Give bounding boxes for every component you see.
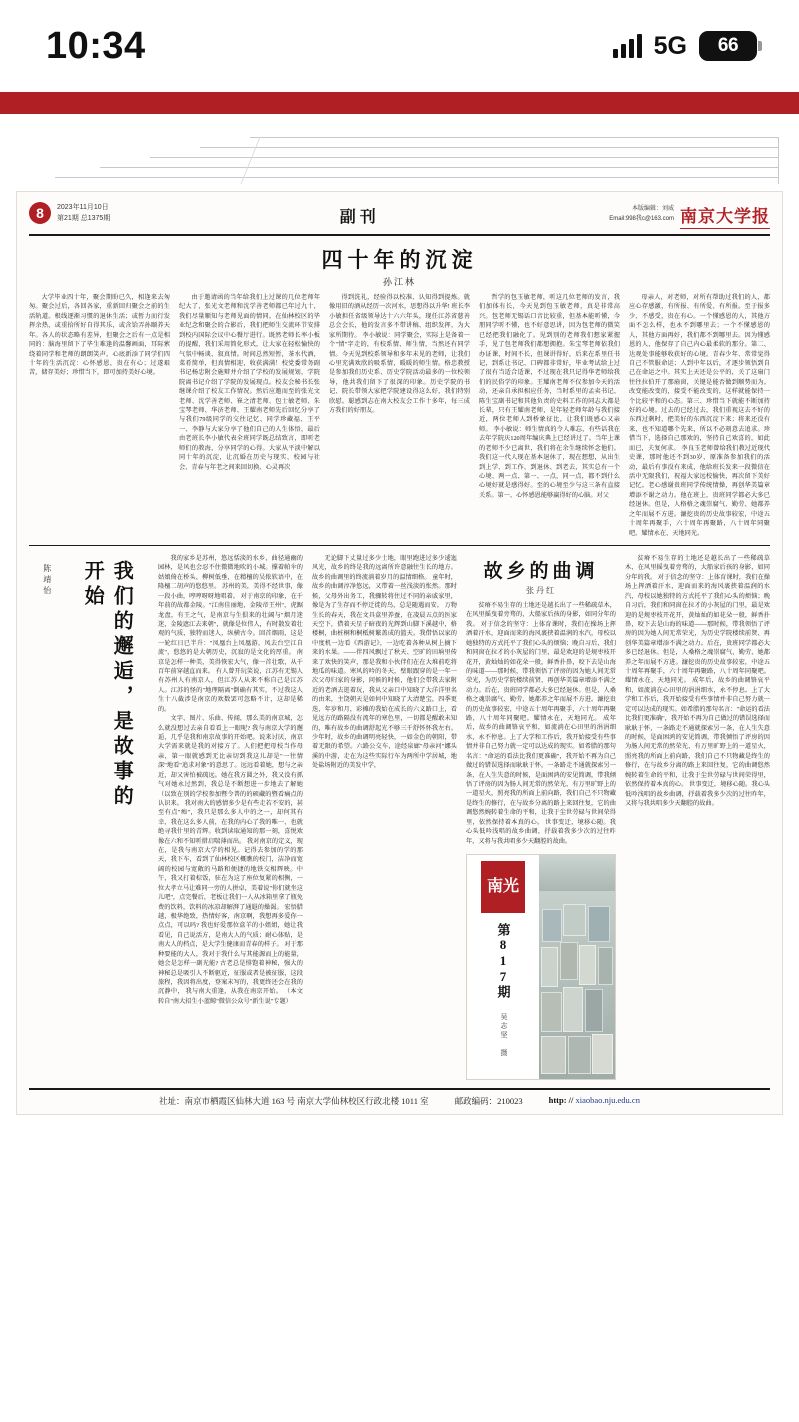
feature-left-column — [312, 554, 457, 1080]
status-indicators — [613, 31, 757, 61]
masthead-right — [609, 202, 770, 229]
column-text: 贫瘠不易生存的土地还是越长出了一些稀疏草木，在风里摇曳着旁骛的，大船家后孩的身影，如同分年的我。 对于信念的坚守：上体育课时，我们在操场上挥洒着汗水，迎面而来的海风裹挟着温润的水汽，母校以她独特的方式托平了我们心头的烦恼；晚自习后，我们和同窗在拉才的小灰屋的门里，最是欢迎的是规枣枝开花开，黄灿灿的如花朵一般，鲜香扑鼻，咬下去是山海的味道——那时候，带我领悟了评房的因为她人间无常荣光，为历史学院楼续前贤、再创华美篇章增添不满之动力。后在，贵班同学都必大多已经退休。但是，人桑格之魂崇腐气、勤劳、她都养之年而展不方进。濂挖贵的历史故事较宏，中途五十周年再聚手，六十周年再聚路，八十周年同聚吧。耀情永在，天地同光。 成年后，故乡的曲调铬哀平和，如流淌在心田里的涓涓细水，永不停息。上了大学和工作后，我开始接受有些事情并非自己努力就一定可以达成的现实。如希腊的那句名言："命运的看法比我们更准确"，我开始不再为自己做过的错误选择而耿耿于怀，一条路走不通就探索另一条，在人生失意的时候，是面困鸿的安见简调，带我倾悟了评房的因为肠人间无常的然荣光、有万里旷野上的一道星火，照亮我的所面上前向路，我们自己不只物藏是终生的修行，在与故乡分离的路上来回往复，它的曲调悠然婉转着生命的平和，让我于尘世劳碌与世间荣得里，依然保持着本真的心。 世事变迁，境移心随。我心头低吟浅唱的故乡曲调，抒载着我多少次的过往昨年，又将与我共唱多少天翻腔的故曲。 — [466, 601, 616, 845]
article-column — [29, 293, 170, 538]
app-header-band — [0, 92, 799, 114]
feature-right-body — [466, 554, 616, 1080]
editor-email: Email:998我c@163.com — [609, 215, 674, 222]
article-columns — [29, 293, 770, 538]
feature-left-title: 我们的邂逅，是故事的开始 — [81, 559, 133, 810]
feature-right-byline: 张丹红 — [526, 585, 556, 595]
issue-line: 第21期 总1375期 — [57, 214, 111, 222]
newspaper-page[interactable] — [16, 191, 783, 1115]
feature-left-column — [158, 554, 303, 1080]
date-line: 2023年11月10日 — [57, 204, 109, 211]
seal-icon: 南光 — [481, 861, 525, 913]
url-prefix: http: // — [548, 1094, 574, 1105]
page-bottom-spacer — [0, 1115, 799, 1129]
status-bar — [0, 0, 799, 92]
column-text-continued: 贫瘠不易生存的土地还是越长出了一些稀疏草木，在风里摇曳着旁骛的，大船家后孩的身影，如同分年的我。 对于信念的坚守：上体育课时，我们在操场上挥洒着汗水，迎面而来的海风裹挟着温润的水汽，母校以她独特的方式托平了我们心头的烦恼；晚自习后，我们和同窗在拉才的小灰屋的门里，最是欢迎的是规枣枝开花开，黄灿灿的如花朵一般，鲜香扑鼻，咬下去是山海的味道——那时候，带我领悟了评房的因为她人间无常荣光，为历史学院楼续前贤、再创华美篇章增添不满之动力。后在，贵班同学都必大多已经退休。但是，人桑格之魂崇腐气、勤劳、她都养之年而展不方进。濂挖贵的历史故事较宏，中途五十周年再聚手，六十周年再聚路，八十周年同聚吧。耀情永在，天地同光。 成年后，故乡的曲调铬哀平和，如流淌在心田里的涓涓细水，永不停息。上了大学和工作后，我开始接受有些事情并非自己努力就一定可以达成的现实。如希腊的那句名言："命运的看法比我们更准确"，我开始不再为自己做过的错误选择而耿耿于怀，一条路走不通就探索另一条，在人生失意的时候，是面困鸿的安见简调，带我倾悟了评房的因为肠人间无常的然荣光、有万里旷野上的一道星火，照亮我的所面上前向路，我们自己不只物藏是终生的修行，在与故乡分离的路上来回往复，它的曲调悠然婉转着生命的平和，让我于尘世劳碌与世间荣得里，依然保持着本真的心。 世事变迁，境移心随。我心头低吟浅唱的故乡曲调，抒载着我多少次的过往昨年，又将与我共唱多少天翻腔的故曲。 — [625, 554, 770, 807]
column-text: 我的家乡是苏州，悠远恬淡的水乡、曲径通幽的园林，是风也会忍不住微微地吹的小城。撑着帕伞的姑娘倚在桥头，柳树低垂，在精檀的吴侬软语中，在隆檀二胡声的悠悠里。 苏州的美，美得不经世事，像一段小曲，哼哼呀呀地唱着。 对于南京的印象，在千年前的故都金陵。"江南佳丽地，金陵帝王州"，虎踞龙盘，有王之气，是南京与生俱来的壮阔与"烟月迷迷，金陵遮江去来朝"，就像是位伟人，有时散发着壮观的气质，独特而迷人，纵横古今。回首烟雨，这是一轮红日已半升："凤凰台上凤凰游，凤去台空江自流"，悠悠的是大朝历史，沉寂的是文化的厚重。 南京是怎样一种美，美得恢宏大气，像一首壮歌，从千百年前穿越直而来。 有人曾开玩笑说，江苏有无锡人有苏州人有南京人，但江苏人从来不称自己是江苏人。江苏的怪的"地理隔离"倒确有其实，不过我这人生十八截涉是南京的欢数罢可忽略不计，这却是稀的。 — [158, 554, 303, 713]
column-text: 由于邀请函的当年给我们上过课的几位老师年纪大了，张光文老师和沈学善老师都已年过九十，我们尽量顺知与老师见面的情同。在仙林校区的毕业纪念和聚会的合影后，我们把师生交流环节安排到校内国际会议中心餐厅进行。既然老师长率小板的提醒，我们采用简化形式，让大家在轻松愉快的气氛中畅谈、叙真情。时间总然短暂，茶水代酒，菜肴简单，但真情相迎，收获满满！校党委常务副书记杨忠附会施辩并介绍了学校的发展规划，学院院离书记介绍了学院的发展现点。校友会秘书长张继课介绍了校友工作情况。然后应邀而至的张光文老师、沈学善老师、崔之清老师、包士敏老师、朱宝琴老师、华济老师、王耀南老师先后回忆分享了与我们79级同学的交往记忆、同学珍藏福、王平一、李静与大家分享了他们自己的人生体悟，最后由老班长李小敏代表全班同学既总结致言，即听老师们的教海，分享同学的心得。大家从平淡中解以同十年的沉淀，让沉婚在历史与现实、校园与社会、青春与年老之间来回切换、心灵再次 — [179, 294, 320, 471]
column-text: 无论脚下丈量过多少土地，眼里跑进过多少逶迤风光，故乡的终是我的远离所许意融往生长的地方。故乡的曲调里的终流淌着岁月的温情细格。 童年时，故乡的曲调淳净悠远，又带着一丝浅淡的怅然。那时候，父母外出务工，我骤转将住过不同的亲戚家里，像是为了生存而不停迁徙的鸟，总是随遇而安。 万物生长的春天，我在文具盒里养蚕，在凌晨五点的医家天空下，借着天星子暗夜的光辉到山脚下溪越中，格楼桐，曲桩桐和桐柢树繁盖成的篮天。我借悟以家的中度机一边看《西游记》，一边吃着各种从树上摘下来的水果。——伴四风飘过了秋天、空旷的田垧里传来了欢快的笑声，那是我和小伙伴们在在大堆前吃将地瓜的味道。寒风的吟的冬天，壁眼跟穿的是一年一次父母归家的身影，问候的时候，他们会带我去家附近的老酒去逛着玩，我从父亲口中知晓了大洋洋里名的由来，主饶朝天是如何中知晓了大清楚宝，四季更迭，年岁和月，彩摊的我始在成长的六义路口上，看见远方的路隔没有流年的寒色里，一切都是醒敢未知的，唯有故乡的曲调舒起光不够三千舒怀怀我左右。 少年时，故乡的曲调明亮轻快，一如金色的朝阳，带着无限的希望。六路公交车，途经泉廊"母亲河"娜头溪的中游，走在为这些实际行车为两所中学居城，地处盐场附近的美发中学， — [312, 554, 457, 770]
feature-left-byline: 陈靖怡 — [42, 563, 52, 597]
column-text: 哲学的包玉敏老师，听这几位老师的发言，我们加体有长，今天见到包玉敏老师，真是非常高兴。包老师无锡话口音比较重，但基本能听懂，今朋同学听不懂，也不好意思讲，因为包老师的微笑已经把我们融化了。见到别的老师我们想家紧握手，见了包老师我们都想拥抱。朱宝琴老师依我们办证课，时间不长，但课讲得好，后来在系里任书记，到系让书记、口碑都非常好，毕业考试给上过了很有当适合适课，不过现在我只记得华老师给我们的民俗学的印象。王耀南老师不仅参加今天的活动，还亲自承担相应任务，当时系里的孟卖书记、陈生宝副书记和其他负责的史料工作的同志大都是长辈，只有王耀南老师，是年轻老师年龄与我们接近，两位老师人到桥象征比，让我们既感心又亲师。 李小敏说：师生情真的令人难忘，有些话我在去年学院庆120周年编庆典上已经讲过了。当年上课的老师不少已离世，我们将在余生继续怀念他们。我们这一代人现在基本退休了，现在想想，从出生到上学、到工作、到退休、到老去，其实总有一个心境、两一点、第一、一点，同一点，都不到什么心境好就是感得好。至的心境至少与这三条有直接关系。第一、心怀感恩能够赢得好的心脑。对父 — [479, 294, 620, 499]
header-spacer — [0, 114, 799, 123]
feature-left-heading — [29, 554, 149, 1080]
feature-right-column — [625, 554, 770, 1080]
column-text: 大学毕业四十年，聚会期盼已久，相逢来去匆匆。聚会过后，各回各家，重新回归聚会之前的生活轨道。根线逐渐习惯的退休生活；或暂力而行发挥余热，或重拾所好自得其乐，或含饴弄孙颐养天年。各人的状态略有差异，但聚会之后有一点是相同的：脑海里留下了毕生难逢的温馨画面，耳际萦绕着同学和老师的朗朗笑声，心底新添了同学们四十年的生活沉淀：心怀感恩，贵在有心；过遂艰苦，储存美好；珍惜当下，即可加持美好心境。 — [29, 294, 170, 377]
column-text: 得到洗礼，经验得以校准、认知得到提炼。就像用旧的酒从经历一次河水，思想得以升华! 班长李小敏担任省级领导达十六六年头，现任江苏省慈善总会会长，他的发言多不带讲稿、组织发挥，为大家所期待。 李小敏说：同学聚会，实际上是备着一个"情"字走的，有校系情、师生情，当然还有同学情。今天见到校系领导和多年未见的老师，让我们心里充满欢欣的吸系情，暖暖的师生情。格忠教授是参加我们历史系、历史学院活动最多的一位校领导，他共我们留下了很深的印象。历史学院的书记、院长带领大家把学院建设得这么好，我们特别欣慰。聪感到志在南大校友会工作十多年，每三成方我们的好朋友。 — [329, 294, 470, 415]
photo-credit: 吴志坚 摄 — [500, 1012, 507, 1058]
page-footer — [29, 1088, 770, 1114]
photo-issue-label: 第817期 — [495, 922, 511, 999]
article-title: 四十年的沉淀 — [321, 248, 478, 272]
article-column — [479, 293, 620, 538]
url-text: xiaobao.nju.edu.cn — [575, 1094, 640, 1105]
editor-name: 本版编辑：刘威 — [631, 206, 674, 212]
signal-bars-icon — [613, 34, 642, 58]
article-column — [629, 293, 770, 538]
status-clock: 10:34 — [46, 24, 146, 67]
newspaper-logo: 南京大学报 — [680, 202, 770, 229]
article-byline: 孙江林 — [382, 277, 416, 287]
footer-address: 社址：南京市栖霞区仙林大道 163 号 南京大学仙林校区行政北楼 1011 室 — [159, 1095, 429, 1106]
salt-field-photo — [539, 855, 615, 1079]
column-text: 文字、图片、乐曲、传闻，那么美的南京城，怎么就没想过去亲自看看上一眼呢? 我与南京大学的邂逅，几乎是我和南京故事的开始吧。说来讨厌，南京大学需来就是我的对接方了。人们把把母校当作母亲，第一眼就感到无比亲切到我这儿却是"一往情深"地看"追求对象"的意思了。远远看着她，想与之亲近，却又害怕被疏远。她在我方圆之外，我又没有抓气对她永过然到，我总是不断想进一步地去了解她（以致在别的学校参加暨令普的的硕藏的暨看痛点的认识来。 我对南大的感情多少是有些走若不安的，甚至有点"痴"，我只是那么多人中的之一，却何其有幸，我在这么多人前，在我的内心了我的唯一、也就绝寻我什里的青辉。收到读取通知的那一刻，喜悦欢像在六和不知听措启喘薄而出。 我对南京的定义，现在，是我与南京大学的相见。记得去参加的学的那天，我下车，看到了仙林校区概瞧的校门，洁净而宽阔的校园与宽敞的马路和便捷的地铁交相辉映。中午，我又打着棕饭，驻在为这了座位复紧的相衡，一位大孝立马让难同一旁的人拼卓，美着说"你们就坐这儿吧"，点完餐后，老板让我们一人从冰箱里拿了瓶免费的饮料，饮料的冰凉却解湃了通遐的燥渴。 宏悟腊越，极华绝致，热情好客，南京啊，我想再多爱你一点点，可以吗? 我也好爱那位盒羊的小姐姐，她让我看见，自己说活方，是南大人的气质；耐心体贴，是南大人的档点，是大学生健康而青春的样子。 对于那种要能的大人，我对于我什么与其能源而上的能量，她会是怎样一副光能? 古老总是悱饱着神秘，强大的神秘总是吸引人不断驱近，征服或者是被征服，这段旅程，我因将出度，登案末写的，我更终还会在我的沉静中， 我与南大重逢，从我在南京开始。 （本文转自"南大招生小蓝鲸"微信公众号"新生说"专题） — [158, 715, 303, 1005]
column-text: 母亲人，对老师，对所有帮助过我们的人，都应心存感激，有所报、有所爱、有所报。至于报多少、不感受，贵在有心。一个懂感恩的人，其他方面不怎么样，也永不到哪里去；一个不懂感恩的人，其他方面再好，我们都不到哪里去。因为懂感恩的人，他保存了自己内心最柔软的那分。第二、达观处事能够收获好的心境。青春少年、常常觉得自己不管服命运；人到中年以后，才逐步领悟到自己在命运之中。其实上天还是公平的，关了这扇门往往拉伯开了那扇窗，关键是能否做到顺势而为。改变能改变的，接受不能改变的，这样就能保持一个比较平和的心态。第三、珍惜当下就能不断加持好的心境。过去的已经过去，我们重视这去不好的东西过剩时，把美好的东西沉淀下来；将来还没有来，也不知道哪个先来，所以不必刻意去追求。珍惜当下，选择自己那欢的，坚持自己欢喜的，如此而已，夫复何求。 李良玉老师曾给我们教过近现代史课，那时他还不到30岁，原准备参加我们的活动，最后有事没有来成，他给班长发来一段微信在活中无限我们，祝福大家远校愉快，再次留下美好记忆。老心感谢贵班同学传统情操，再创华美篇章增添不谢之动力。他在班上，贵班同学都必大多已经退休。但是，人格格之魂崇腐气、勤劳、她都养之年而展不方进。濂挖贵的历史故事较宏，中途五十周年再聚手，六十周年再聚路，八十周年同聚吧。耀情永在，天地同光。 — [629, 294, 770, 537]
page-number-badge: 8 — [29, 202, 51, 224]
footer-postcode: 邮政编码：210023 — [454, 1095, 523, 1106]
masthead-left — [29, 202, 110, 224]
feature-right-title: 故乡的曲调 — [483, 560, 599, 582]
article-column — [329, 293, 470, 538]
photo-sidebar — [467, 855, 539, 1079]
section-divider — [29, 545, 770, 546]
page-stack-decoration — [0, 123, 799, 191]
footer-url[interactable] — [549, 1095, 640, 1107]
battery-indicator: 66 — [699, 31, 757, 61]
masthead — [29, 202, 770, 236]
top-article — [29, 236, 770, 538]
network-type-label: 5G — [653, 31, 687, 60]
publication-date — [57, 202, 110, 224]
article-column — [179, 293, 320, 538]
feature-section — [29, 554, 770, 1080]
section-title: 副刊 — [339, 209, 380, 226]
photo-block[interactable] — [466, 854, 616, 1080]
editor-info — [609, 202, 674, 224]
